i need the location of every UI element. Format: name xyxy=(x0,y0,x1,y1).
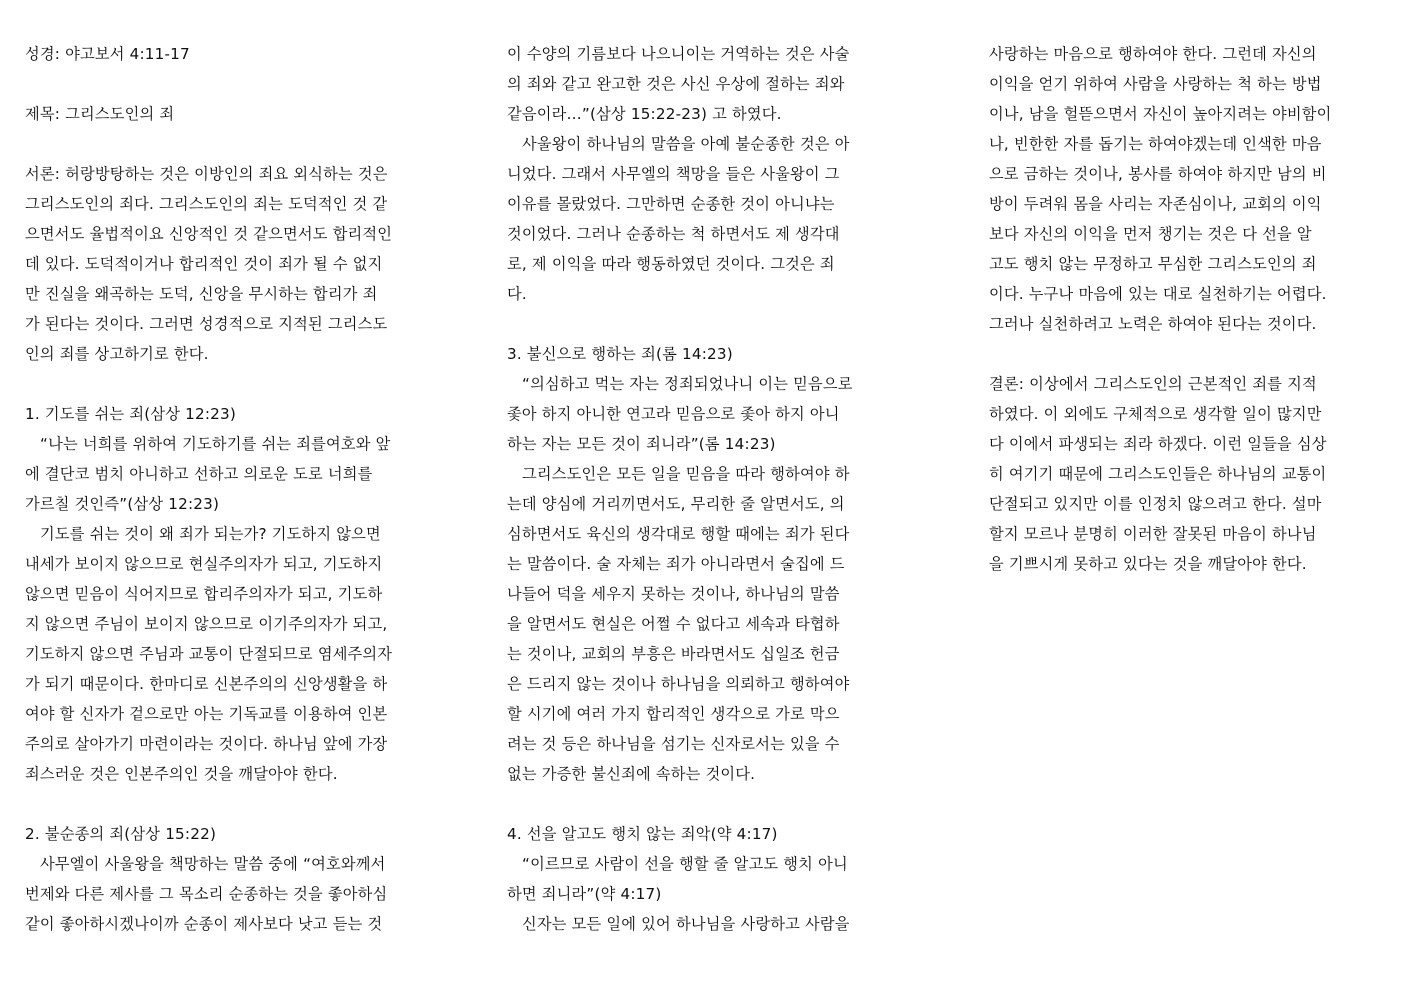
text-line: 다. xyxy=(507,285,527,303)
text-line: 좇아 하지 아니한 연고라 믿음으로 좇아 하지 아니 xyxy=(507,405,840,423)
blank-line xyxy=(25,789,455,819)
text-line: 여야 할 신자가 겉으로만 아는 기독교를 이용하여 인본 xyxy=(25,705,388,723)
text-line: 만 진실을 왜곡하는 도덕, 신앙을 무시하는 합리가 죄 xyxy=(25,285,378,303)
text-line: 4. 선을 알고도 행치 않는 죄악(약 4:17) xyxy=(507,825,778,843)
text-column-1 xyxy=(25,39,455,939)
text-column-2 xyxy=(507,39,912,939)
text-line: 는데 양심에 거리끼면서도, 무리한 줄 알면서도, 의 xyxy=(507,495,845,513)
text-line: 히 여기기 때문에 그리스도인들은 하나님의 교통이 xyxy=(989,465,1327,483)
text-line: 그러나 실천하려고 노력은 하여야 된다는 것이다. xyxy=(989,315,1317,333)
text-line: 3. 불신으로 행하는 죄(롬 14:23) xyxy=(507,345,733,363)
text-line: 나들어 덕을 세우지 못하는 것이나, 하나님의 말씀 xyxy=(507,585,840,603)
text-line: 이유를 몰랐었다. 그만하면 순종한 것이 아니냐는 xyxy=(507,195,835,213)
text-line: 기도하지 않으면 주님과 교통이 단절되므로 염세주의자 xyxy=(25,645,393,663)
blank-line xyxy=(25,129,455,159)
text-line: “이르므로 사람이 선을 행할 줄 알고도 행치 아니 xyxy=(522,855,848,873)
text-line: 으로 금하는 것이나, 봉사를 하여야 하지만 남의 비 xyxy=(989,165,1327,183)
text-line: 이익을 얻기 위하여 사람을 사랑하는 척 하는 방법 xyxy=(989,75,1322,93)
text-line: 2. 불순종의 죄(삼상 15:22) xyxy=(25,825,217,843)
text-line: 하는 자는 모든 것이 죄니라”(롬 14:23) xyxy=(507,435,776,453)
text-line: 것이었다. 그러나 순종하는 척 하면서도 제 생각대 xyxy=(507,225,840,243)
blank-line xyxy=(25,69,455,99)
text-line: 내세가 보이지 않으므로 현실주의자가 되고, 기도하지 xyxy=(25,555,383,573)
text-line: 그리스도인은 모든 일을 믿음을 따라 행하여야 하 xyxy=(522,465,850,483)
blank-line xyxy=(507,789,912,819)
text-line: 을 알면서도 현실은 어쩔 수 없다고 세속과 타협하 xyxy=(507,615,840,633)
text-line: 이 수양의 기름보다 나으니이는 거역하는 것은 사술 xyxy=(507,45,850,63)
text-column-3 xyxy=(989,39,1389,579)
text-line: 방이 두려워 몸을 사리는 자존심이나, 교회의 이익 xyxy=(989,195,1322,213)
text-line: 같음이라…”(삼상 15:22-23) 고 하였다. xyxy=(507,105,782,123)
text-line: 의 죄와 같고 완고한 것은 사신 우상에 절하는 죄와 xyxy=(507,75,845,93)
text-line: 하였다. 이 외에도 구체적으로 생각할 일이 많지만 xyxy=(989,405,1322,423)
text-line: 다 이에서 파생되는 죄라 하겠다. 이런 일들을 심상 xyxy=(989,435,1327,453)
text-line: 는 말씀이다. 술 자체는 죄가 아니라면서 술집에 드 xyxy=(507,555,845,573)
text-line: 보다 자신의 이익을 먼저 챙기는 것은 다 선을 알 xyxy=(989,225,1312,243)
text-line: 않으면 믿음이 식어지므로 합리주의자가 되고, 기도하 xyxy=(25,585,383,603)
text-line: 지 않으면 주님이 보이지 않으므로 이기주의자가 되고, xyxy=(25,615,388,633)
text-line: 로, 제 이익을 따라 행동하였던 것이다. 그것은 죄 xyxy=(507,255,835,273)
text-line: 신자는 모든 일에 있어 하나님을 사랑하고 사람을 xyxy=(522,915,850,933)
text-line: 그리스도인의 죄다. 그리스도인의 죄는 도덕적인 것 같 xyxy=(25,195,388,213)
text-line: 을 기쁘시게 못하고 있다는 것을 깨달아야 한다. xyxy=(989,555,1307,573)
text-line: 고도 행치 않는 무정하고 무심한 그리스도인의 죄 xyxy=(989,255,1317,273)
text-line: 데 있다. 도덕적이거나 합리적인 것이 죄가 될 수 없지 xyxy=(25,255,383,273)
text-line: 는 것이나, 교회의 부흥은 바라면서도 십일조 헌금 xyxy=(507,645,840,663)
text-line: 인의 죄를 상고하기로 한다. xyxy=(25,345,209,363)
text-line: 이다. 누구나 마음에 있는 대로 실천하기는 어렵다. xyxy=(989,285,1327,303)
text-line: 은 드리지 않는 것이나 하나님을 의뢰하고 행하여야 xyxy=(507,675,850,693)
text-line: 죄스러운 것은 인본주의인 것을 깨달아야 한다. xyxy=(25,765,338,783)
text-line: 이나, 남을 헐뜯으면서 자신이 높아지려는 야비함이 xyxy=(989,105,1332,123)
text-line: 주의로 살아가기 마련이라는 것이다. 하나님 앞에 가장 xyxy=(25,735,388,753)
text-line: 가 되기 때문이다. 한마디로 신본주의의 신앙생활을 하 xyxy=(25,675,388,693)
blank-line xyxy=(25,369,455,399)
text-line: 제목: 그리스도인의 죄 xyxy=(25,105,175,123)
blank-line xyxy=(507,309,912,339)
text-line: 같이 좋아하시겠나이까 순종이 제사보다 낫고 듣는 것 xyxy=(25,915,383,933)
text-line: 결론: 이상에서 그리스도인의 근본적인 죄를 지적 xyxy=(989,375,1317,393)
text-line: 가르칠 것인즉”(삼상 12:23) xyxy=(25,495,220,513)
text-line: “의심하고 먹는 자는 정죄되었나니 이는 믿음으로 xyxy=(522,375,853,393)
text-line: 없는 가증한 불신죄에 속하는 것이다. xyxy=(507,765,756,783)
text-line: 기도를 쉬는 것이 왜 죄가 되는가? 기도하지 않으면 xyxy=(40,525,381,543)
text-line: 사울왕이 하나님의 말씀을 아예 불순종한 것은 아 xyxy=(522,135,850,153)
text-line: 니었다. 그래서 사무엘의 책망을 들은 사울왕이 그 xyxy=(507,165,840,183)
text-line: 으면서도 율법적이요 신앙적인 것 같으면서도 합리적인 xyxy=(25,225,393,243)
text-line: 사무엘이 사울왕을 책망하는 말씀 중에 “여호와께서 xyxy=(40,855,386,873)
text-line: 사랑하는 마음으로 행하여야 한다. 그런데 자신의 xyxy=(989,45,1317,63)
text-line: 단절되고 있지만 이를 인정치 않으려고 한다. 설마 xyxy=(989,495,1322,513)
text-line: 서론: 허랑방탕하는 것은 이방인의 죄요 외식하는 것은 xyxy=(25,165,388,183)
text-line: 번제와 다른 제사를 그 목소리 순종하는 것을 좋아하심 xyxy=(25,885,388,903)
text-line: 심하면서도 육신의 생각대로 행할 때에는 죄가 된다 xyxy=(507,525,850,543)
text-line: 가 된다는 것이다. 그러면 성경적으로 지적된 그리스도 xyxy=(25,315,388,333)
text-line: 할지 모르나 분명히 이러한 잘못된 마음이 하나님 xyxy=(989,525,1317,543)
text-line: 나, 빈한한 자를 돕기는 하여야겠는데 인색한 마음 xyxy=(989,135,1322,153)
text-line: 할 시기에 여러 가지 합리적인 생각으로 가로 막으 xyxy=(507,705,840,723)
blank-line xyxy=(989,339,1389,369)
text-line: 1. 기도를 쉬는 죄(삼상 12:23) xyxy=(25,405,236,423)
text-line: “나는 너희를 위하여 기도하기를 쉬는 죄를여호와 앞 xyxy=(40,435,391,453)
text-line: 에 결단코 범치 아니하고 선하고 의로운 도로 너희를 xyxy=(25,465,373,483)
text-line: 성경: 야고보서 4:11-17 xyxy=(25,45,190,63)
text-line: 하면 죄니라”(약 4:17) xyxy=(507,885,662,903)
text-line: 려는 것 등은 하나님을 섬기는 신자로서는 있을 수 xyxy=(507,735,840,753)
